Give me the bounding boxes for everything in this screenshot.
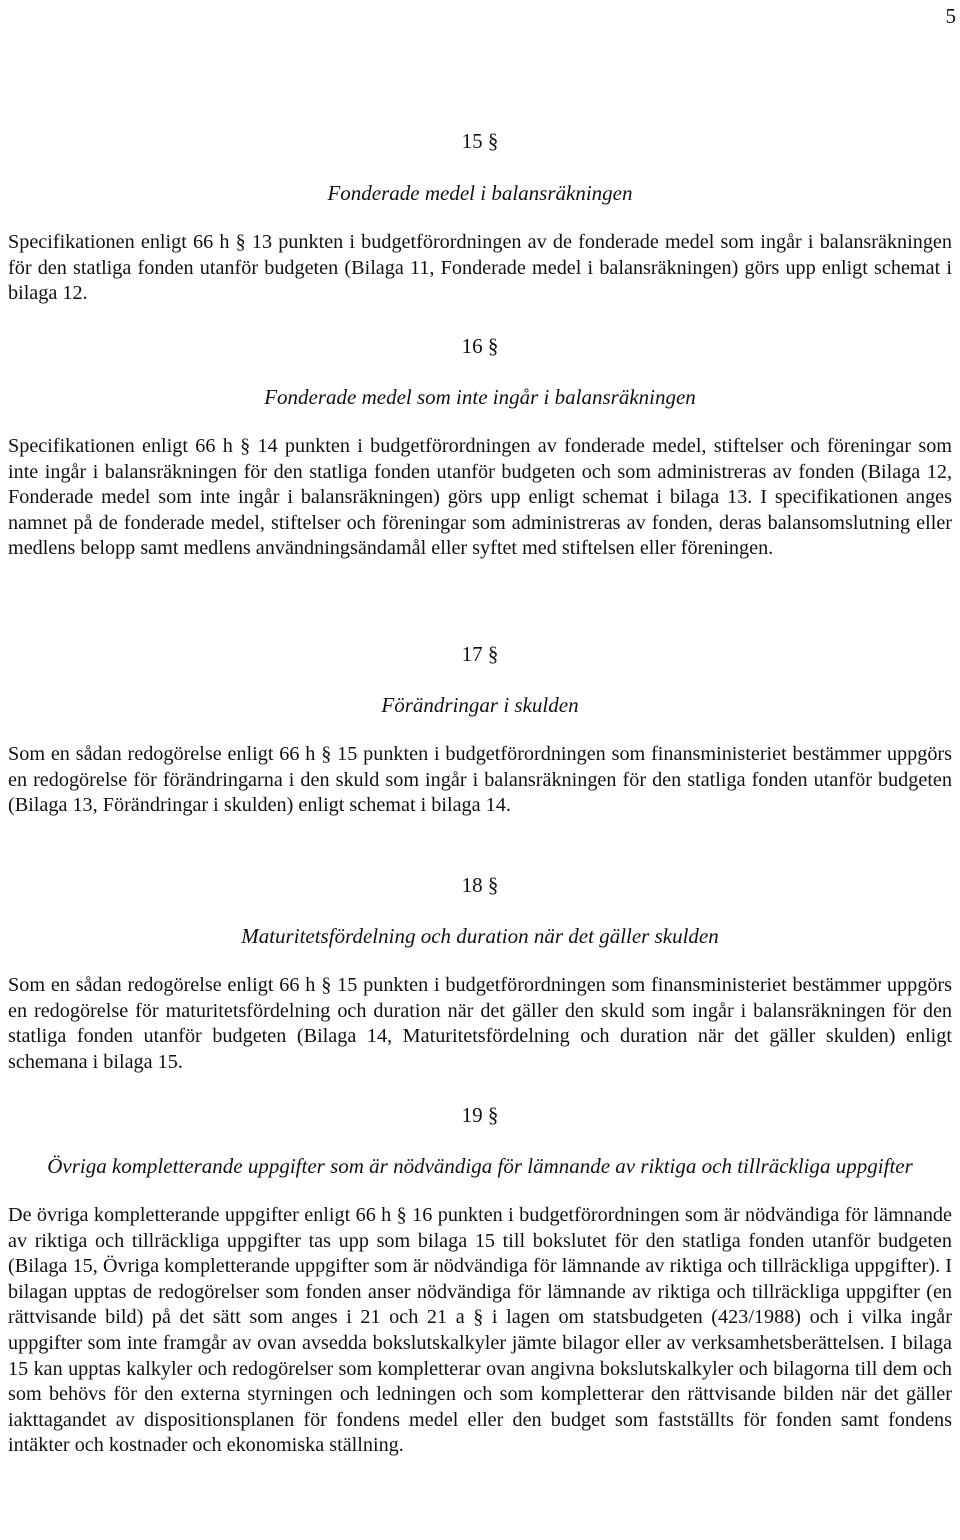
section-heading: Fonderade medel som inte ingår i balansräkningen	[264, 385, 696, 409]
section-heading: Fonderade medel i balansräkningen	[327, 181, 633, 205]
section-number: 18 §	[461, 873, 499, 897]
section-heading: Maturitetsfördelning och duration när det gäller skulden	[241, 924, 719, 948]
section-19	[8, 1102, 952, 1459]
section-number: 16 §	[461, 334, 499, 358]
section-number: 19 §	[461, 1103, 499, 1127]
section-16	[8, 333, 952, 562]
section-18	[8, 872, 952, 1075]
section-number: 15 §	[461, 129, 499, 153]
section-17	[8, 641, 952, 819]
section-paragraph: Specifikationen enligt 66 h § 13 punkten i budgetförordningen av de fonderade medel som ingår i balansräkningen för den statliga fonden utanför budgeten (Bilaga 11, Fonderade medel i balansräkningen) görs upp enligt schemat i bilaga 12.	[8, 231, 952, 305]
section-heading: Förändringar i skulden	[381, 693, 579, 717]
page-number: 5	[945, 4, 956, 28]
section-paragraph: Som en sådan redogörelse enligt 66 h § 15 punkten i budgetförordningen som finansministeriet bestämmer uppgörs en redogörelse för maturitetsfördelning och duration när det gäller den skuld som ingår i balansräkningen för den statliga fonden utanför budgeten (Bilaga 14, Maturitetsfördelning och duration när det gäller skulden) enligt schemana i bilaga 15.	[8, 974, 952, 1073]
section-heading: Övriga kompletterande uppgifter som är nödvändiga för lämnande av riktiga och tillräckliga uppgifter	[47, 1154, 913, 1178]
section-number: 17 §	[461, 642, 499, 666]
section-paragraph: Specifikationen enligt 66 h § 14 punkten i budgetförordningen av fonderade medel, stiftelser och föreningar som inte ingår i balansräkningen för den statliga fonden utanför budgeten och som administreras av fonden (Bilaga 12, Fonderade medel som inte ingår i balansräkningen) görs upp enligt schemat i bilaga 13. I specifikationen anges namnet på de fonderade medel, stiftelser och föreningar som administreras av fonden, deras balansomslutning eller medlens belopp samt medlens användningsändamål eller syftet med stiftelsen eller föreningen.	[8, 435, 952, 560]
section-paragraph: Som en sådan redogörelse enligt 66 h § 15 punkten i budgetförordningen som finansministeriet bestämmer uppgörs en redogörelse för förändringarna i den skuld som ingår i balansräkningen för den statliga fonden utanför budgeten (Bilaga 13, Förändringar i skulden) enligt schemat i bilaga 14.	[8, 743, 952, 817]
section-paragraph: De övriga kompletterande uppgifter enligt 66 h § 16 punkten i budgetförordningen som är nödvändiga för lämnande av riktiga och tillräckliga uppgifter tas upp som bilaga 15 till bokslutet för den statliga fonden utanför budgeten (Bilaga 15, Övriga kompletterande uppgifter som är nödvändiga för lämnande av riktiga och tillräckliga uppgifter). I bilagan upptas de redogörelser som fonden anser nödvändiga för lämnande av riktiga och tillräckliga uppgifter (en rättvisande bild) på det sätt som anges i 21 och 21 a § i lagen om statsbudgeten (423/1988) och i vilka ingår uppgifter som inte framgår av ovan avsedda bokslutskalkyler jämte bilagor eller av verksamhetsberättelsen. I bilaga 15 kan upptas kalkyler och redogörelser som kompletterar ovan angivna bokslutskalkyler och bilagorna till dem och som behövs för den externa styrningen och ledningen och som kompletterar den rättvisande bilden när det gäller iakttagandet av dispositionsplanen för fondens medel eller den budget som fastställts för fonden samt fondens intäkter och kostnader och ekonomiska ställning.	[8, 1204, 952, 1457]
section-15	[8, 128, 952, 328]
